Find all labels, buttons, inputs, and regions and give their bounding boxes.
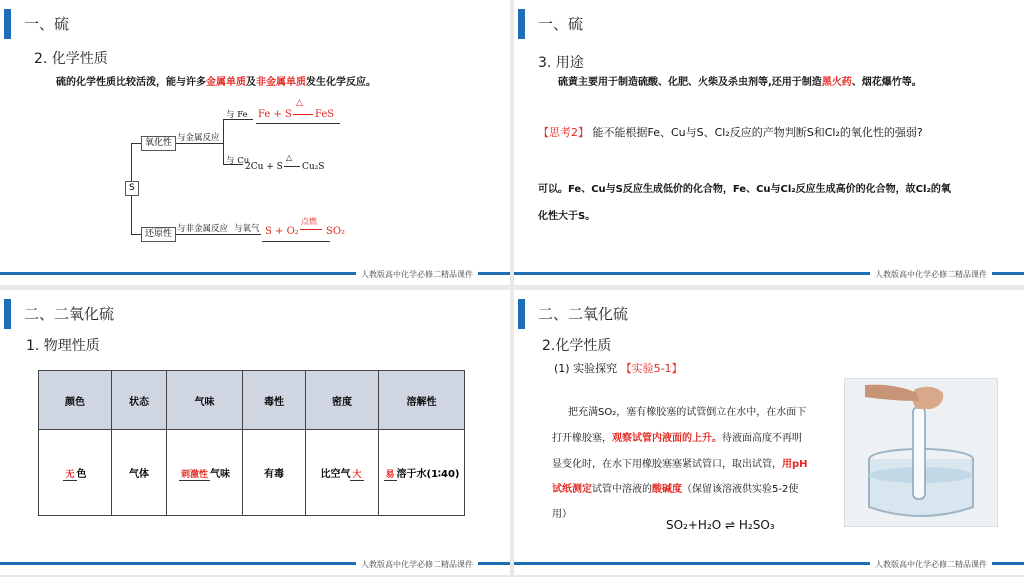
state-cell: 气体 xyxy=(112,430,167,516)
equation-cu-product: Cu₂S xyxy=(302,162,325,172)
tree-branch-line xyxy=(176,234,261,235)
beaker-illustration xyxy=(845,379,997,526)
uses-b: 、烟花爆竹等。 xyxy=(851,77,922,88)
slide-title: 一、硫 xyxy=(24,15,70,33)
color-cell xyxy=(39,430,112,516)
table-row xyxy=(39,430,465,516)
header-cell: 溶解性 xyxy=(379,371,465,430)
with-nonmetal-label: 与非金属反应 xyxy=(177,224,229,234)
answer-line-1: 可以。Fe、Cu与S反应生成低价的化合物，Fe、Cu与Cl₂反应生成高价的化合物，故Cl₂的氧 xyxy=(538,184,951,195)
smell-cell xyxy=(167,430,243,516)
text-span: （保留该溶液供实验5-2使 xyxy=(682,484,799,495)
footer-text: 人教版高中化学必修二精品课件 xyxy=(356,269,478,280)
experiment-label: (1) 实验探究 xyxy=(554,362,618,375)
equation-o2-condition: 点燃 xyxy=(301,217,317,226)
slide-sulfur-chemical-properties xyxy=(0,0,510,285)
text-highlight: 观察试管内液面的上升。 xyxy=(612,433,722,444)
think-question-text: 能不能根据Fe、Cu与S、Cl₂反应的产物判断S和Cl₂的氧化性的强弱? xyxy=(592,126,923,139)
title-accent-bar xyxy=(4,9,11,39)
slide-subtitle: 1. 物理性质 xyxy=(26,338,100,354)
slide-subtitle: 2.化学性质 xyxy=(542,338,612,354)
equation-fe-condition: △ xyxy=(296,98,303,108)
text-span: 打开橡胶塞， xyxy=(552,433,612,444)
with-metal-label: 与金属反应 xyxy=(177,133,220,143)
title-accent-bar xyxy=(4,299,11,329)
think-question xyxy=(538,124,923,140)
paragraph-line xyxy=(552,480,798,495)
intro-text xyxy=(56,73,376,88)
uses-highlight: 黑火药 xyxy=(821,77,852,88)
density-cell xyxy=(306,430,379,516)
smell-blank: 刺激性 xyxy=(179,467,210,481)
reaction-equation: SO₂+H₂O ⇌ H₂SO₃ xyxy=(666,518,775,532)
text-span: 试管中溶液的 xyxy=(592,484,652,495)
equation-fe-reactants: Fe + S xyxy=(258,109,292,120)
slide-title: 一、硫 xyxy=(538,15,584,33)
slide-so2-physical-properties xyxy=(0,290,510,575)
with-fe-label: 与 Fe xyxy=(226,110,248,120)
color-suffix: 色 xyxy=(76,468,87,480)
header-cell: 密度 xyxy=(306,371,379,430)
paragraph-line: 用） xyxy=(552,509,572,520)
intro-b: 及 xyxy=(246,77,256,88)
solubility-blank: 易 xyxy=(384,467,397,481)
toxicity-cell: 有毒 xyxy=(243,430,306,516)
equation-o2-product: SO₂ xyxy=(326,226,346,237)
density-blank: 大 xyxy=(350,467,363,481)
experiment-tag: 【实验5-1】 xyxy=(620,362,683,375)
think-tag: 【思考2】 xyxy=(538,126,589,139)
equation-cu-arrow xyxy=(284,166,300,167)
intro-c: 发生化学反应。 xyxy=(306,77,376,88)
with-cu-label: 与 Cu xyxy=(226,156,250,166)
uses-a: 硫黄主要用于制造硫酸、化肥、火柴及杀虫剂等,还用于制造 xyxy=(558,77,822,88)
header-cell: 颜色 xyxy=(39,371,112,430)
oxidizing-box: 氧化性 xyxy=(141,136,176,151)
text-highlight: 用pH xyxy=(782,459,808,470)
title-accent-bar xyxy=(518,299,525,329)
experiment-photo xyxy=(844,378,998,527)
footer-text: 人教版高中化学必修二精品课件 xyxy=(870,269,992,280)
title-accent-bar xyxy=(518,9,525,39)
header-cell: 气味 xyxy=(167,371,243,430)
reducing-box: 还原性 xyxy=(141,227,176,242)
solubility-cell xyxy=(379,430,465,516)
intro-metal: 金属单质 xyxy=(206,77,246,88)
density-prefix: 比空气 xyxy=(320,468,351,480)
slide-subtitle: 2. 化学性质 xyxy=(34,51,108,67)
equation-cu-condition: △ xyxy=(286,153,293,162)
header-cell: 毒性 xyxy=(243,371,306,430)
with-o2-label: 与氧气 xyxy=(234,224,260,234)
equation-o2-reactants: S + O₂ xyxy=(265,226,299,237)
slide-title: 二、二氧化硫 xyxy=(538,305,629,323)
intro-a: 硫的化学性质比较活泼，能与许多 xyxy=(56,77,206,88)
equation-underline xyxy=(262,241,330,242)
tree-branch-line xyxy=(223,119,224,164)
equation-o2-arrow xyxy=(300,229,322,230)
slide-title: 二、二氧化硫 xyxy=(24,305,115,323)
slide-sulfur-uses xyxy=(514,0,1024,285)
solubility-suffix: 溶于水(1∶40) xyxy=(396,468,460,480)
paragraph-line xyxy=(552,455,808,470)
tree-branch-line xyxy=(131,143,141,144)
equation-fe-arrow xyxy=(293,114,313,115)
equation-fe-product: FeS xyxy=(315,109,335,120)
tree-branch-line xyxy=(131,234,141,235)
properties-table xyxy=(38,370,465,516)
text-span: 待液面高度不再明 xyxy=(722,433,802,444)
root-sulfur-box: S xyxy=(125,181,139,196)
equation-cu-reactants: 2Cu + S xyxy=(245,162,283,172)
slide-subtitle: 3. 用途 xyxy=(538,55,584,71)
paragraph-line: 把充满SO₂，塞有橡胶塞的试管倒立在水中，在水面下 xyxy=(568,407,807,418)
header-cell: 状态 xyxy=(112,371,167,430)
paragraph-line xyxy=(552,429,802,444)
table-header-row xyxy=(39,371,465,430)
equation-underline xyxy=(256,123,340,124)
text-highlight: 试纸测定 xyxy=(552,484,592,495)
tree-branch-line xyxy=(176,143,224,144)
footer-text: 人教版高中化学必修二精品课件 xyxy=(870,559,992,570)
uses-text xyxy=(558,73,922,88)
text-span: 显变化时，在水下用橡胶塞塞紧试管口，取出试管， xyxy=(552,459,782,470)
answer-line-2: 化性大于S。 xyxy=(538,211,596,222)
color-blank: 无 xyxy=(63,467,76,481)
experiment-heading xyxy=(554,360,683,376)
slide-so2-chemical-properties xyxy=(514,290,1024,575)
intro-nonmetal: 非金属单质 xyxy=(256,77,306,88)
smell-suffix: 气味 xyxy=(210,468,230,480)
text-highlight: 酸碱度 xyxy=(652,484,682,495)
footer-text: 人教版高中化学必修二精品课件 xyxy=(356,559,478,570)
